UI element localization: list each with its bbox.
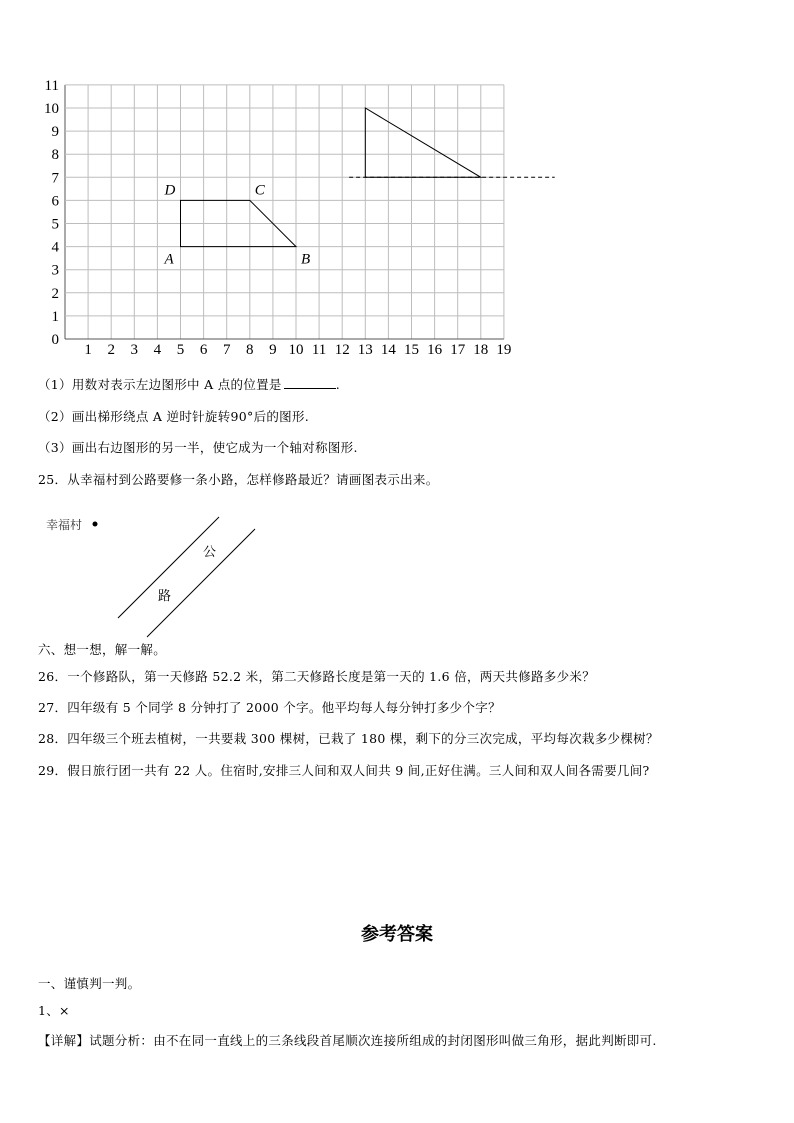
point-label-b: B bbox=[301, 251, 311, 268]
x-tick-label: 10 bbox=[288, 342, 304, 358]
x-tick-label: 5 bbox=[176, 342, 185, 358]
x-tick-label: 4 bbox=[153, 342, 162, 358]
road-char-lu: 路 bbox=[158, 588, 172, 603]
x-tick-label: 1 bbox=[84, 342, 92, 358]
answers-heading: 参考答案 bbox=[361, 924, 433, 945]
x-tick-label: 18 bbox=[473, 342, 489, 358]
point-label-d: D bbox=[164, 182, 176, 199]
point-label-c: C bbox=[254, 182, 265, 199]
y-axis-labels bbox=[44, 78, 60, 348]
x-tick-label: 17 bbox=[450, 342, 466, 358]
y-tick-label: 6 bbox=[51, 193, 59, 210]
question-26: 26．一个修路队，第一天修路 52.2 米，第二天修路长度是第一天的 1.6 倍，两天共修路多少米？ bbox=[38, 669, 596, 684]
x-tick-label: 19 bbox=[496, 342, 512, 358]
y-tick-label: 9 bbox=[51, 124, 59, 141]
question-28: 28．四年级三个班去植树，一共要栽 300 棵树，已栽了 180 棵，剩下的分三次完成，平均每次栽多少棵树？ bbox=[38, 731, 659, 746]
y-tick-label: 2 bbox=[51, 285, 59, 302]
x-tick-label: 16 bbox=[427, 342, 443, 358]
right-half-triangle bbox=[365, 108, 481, 177]
x-tick-label: 14 bbox=[380, 342, 396, 358]
x-tick-label: 11 bbox=[311, 342, 327, 358]
village-point bbox=[93, 522, 98, 527]
village-name: 幸福村 bbox=[46, 518, 83, 532]
question-25: 25．从幸福村到公路要修一条小路，怎样修路最近？请画图表示出来。 bbox=[38, 472, 439, 487]
question-24-2: （2）画出梯形绕点 A 逆时针旋转90°后的图形. bbox=[38, 409, 310, 424]
question-24-1-text: （1）用数对表示左边图形中 A 点的位置是 bbox=[38, 377, 282, 392]
question-24-3: （3）画出右边图形的另一半，使它成为一个轴对称图形. bbox=[38, 440, 358, 455]
answer-detail: 【详解】试题分析：由不在同一直线上的三条线段首尾顺次连接所组成的封闭图形叫做三角形，据此判断即可. bbox=[38, 1033, 657, 1048]
answers-section-1: 一、谨慎判一判。 bbox=[38, 976, 141, 991]
y-tick-label: 3 bbox=[51, 262, 59, 279]
road-char-gong: 公 bbox=[203, 544, 217, 559]
y-tick-label: 10 bbox=[44, 101, 59, 117]
y-tick-label: 8 bbox=[51, 147, 59, 164]
x-tick-label: 3 bbox=[130, 342, 139, 358]
section-6-title: 六、想一想，解一解。 bbox=[38, 642, 167, 657]
y-tick-label: 5 bbox=[51, 216, 59, 233]
y-tick-label: 0 bbox=[51, 332, 59, 348]
x-tick-label: 6 bbox=[199, 342, 208, 358]
period: . bbox=[335, 377, 341, 392]
grid-lines bbox=[65, 85, 504, 339]
x-tick-label: 9 bbox=[269, 342, 277, 358]
y-tick-label: 11 bbox=[44, 77, 59, 94]
x-tick-label: 12 bbox=[334, 342, 350, 358]
question-27: 27．四年级有 5 个同学 8 分钟打了 2000 个字。他平均每人每分钟打多少个字？ bbox=[38, 700, 501, 715]
coordinate-grid-figure bbox=[0, 0, 794, 370]
x-tick-label: 15 bbox=[404, 342, 419, 358]
x-tick-label: 7 bbox=[222, 342, 231, 358]
x-tick-label: 13 bbox=[357, 342, 373, 358]
y-tick-label: 1 bbox=[51, 308, 59, 325]
road-edge-2 bbox=[147, 529, 255, 637]
x-axis-labels bbox=[84, 342, 511, 358]
point-label-a: A bbox=[164, 251, 174, 268]
x-tick-label: 8 bbox=[246, 342, 254, 358]
road-figure bbox=[0, 505, 300, 645]
question-29: 29．假日旅行团一共有 22 人。住宿时,安排三人间和双人间共 9 间,正好住满。三人间和双人间各需要几间? bbox=[38, 763, 650, 778]
y-tick-label: 7 bbox=[51, 170, 59, 187]
question-24-1 bbox=[38, 375, 340, 393]
x-tick-label: 2 bbox=[107, 342, 115, 358]
y-tick-label: 4 bbox=[51, 239, 59, 256]
answer-item-1: 1、× bbox=[38, 1003, 70, 1018]
answer-blank[interactable] bbox=[284, 377, 336, 389]
